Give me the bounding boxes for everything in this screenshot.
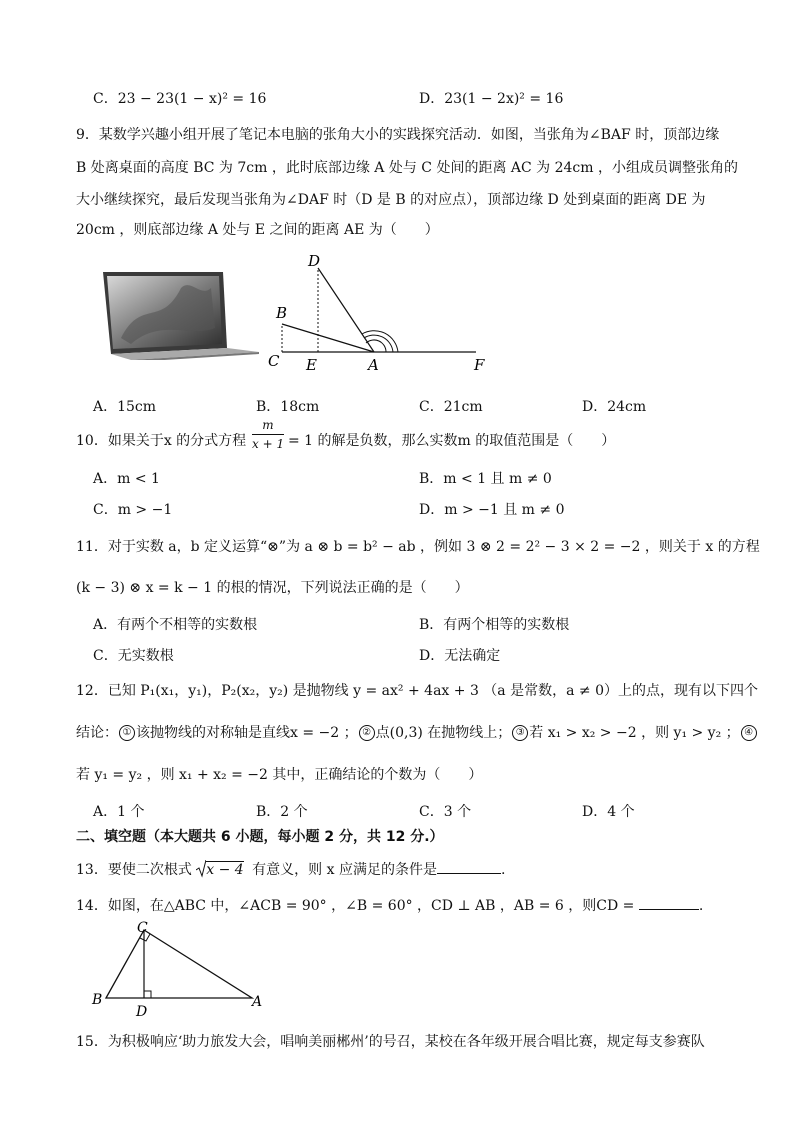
q9-figure: [262, 248, 502, 378]
q14-figure: [88, 920, 278, 1020]
q14-label-d: D: [136, 1004, 148, 1020]
q9-label-a: A: [368, 356, 379, 374]
q13-line: [76, 859, 505, 879]
q11-option-c: C．无实数根: [93, 648, 174, 664]
q11-option-d: D．无法确定: [419, 648, 501, 664]
q12-circle-1: ①: [119, 725, 135, 741]
q12-circle-4: ④: [741, 725, 757, 741]
q9-label-e: E: [306, 356, 317, 374]
q14-answer-blank[interactable]: [639, 895, 699, 910]
q12-conclusion-3: 若 x₁ > x₂ > −2 ，则 y₁ > y₂ ；: [529, 725, 740, 741]
q15-line-1: 15．为积极响应‘助力旅发大会，唱响美丽郴州’的号召，某校在各年级开展合唱比赛，规定每支参赛队: [76, 1034, 705, 1050]
q10-frac-denominator: x + 1: [252, 437, 285, 451]
q13-radical: [196, 862, 243, 878]
q10-option-a: A．m < 1: [93, 471, 160, 487]
q13-answer-blank[interactable]: [437, 859, 501, 874]
q11-option-b: B．有两个相等的实数根: [419, 617, 570, 633]
q9-label-c: C: [268, 352, 280, 370]
q9-line-1: 9．某数学兴趣小组开展了笔记本电脑的张角大小的实践探究活动．如图，当张角为∠BAF 时，顶部边缘: [76, 127, 720, 143]
q9-line-3: 大小继续探究，最后发现当张角为∠DAF 时（D 是 B 的对应点），顶部边缘 D 处到桌面的距离 DE 为: [76, 192, 706, 208]
sqrt-icon: [196, 860, 206, 878]
q12-option-c: C．3 个: [419, 804, 472, 820]
q12-option-b: B．2 个: [256, 804, 308, 820]
q8-option-d: D．23(1 − 2x)² = 16: [419, 91, 564, 107]
q14-text: 14．如图，在△ABC 中，∠ACB = 90° ，∠B = 60° ，CD ⊥ AB ，AB = 6 ，则CD =: [76, 898, 635, 914]
q12-option-a: A．1 个: [93, 804, 145, 820]
q13-end: .: [500, 862, 506, 878]
q14-label-b: B: [92, 992, 103, 1008]
q10-frac-numerator: m: [262, 418, 274, 432]
q9-label-d: D: [308, 252, 321, 270]
q14-label-c: C: [137, 920, 148, 936]
q9-option-a: A．15cm: [93, 399, 157, 415]
q14-label-a: A: [252, 994, 263, 1010]
q9-label-f: F: [474, 356, 485, 374]
q9-option-d: D．24cm: [582, 399, 647, 415]
q9-option-b: B．18cm: [256, 399, 320, 415]
q10-suffix: = 1 的解是负数，那么实数m 的取值范围是（ ）: [288, 433, 616, 449]
q12-conclusion-1: 该抛物线的对称轴是直线x = −2 ；: [136, 725, 358, 741]
q12-circle-3: ③: [512, 725, 528, 741]
q12-line-1: 12．已知 P₁(x₁，y₁)，P₂(x₂，y₂) 是抛物线 y = ax² + 4ax + 3 （a 是常数，a ≠ 0）上的点，现有以下四个: [76, 683, 758, 699]
q10-option-d: D．m > −1 且 m ≠ 0: [419, 502, 565, 518]
q12-conclusion-2: 点(0,3) 在抛物线上；: [375, 725, 512, 741]
q10-option-c: C．m > −1: [93, 502, 173, 518]
laptop-image: [101, 268, 261, 364]
section-2-title: 二、填空题（本大题共 6 小题，每小题 2 分，共 12 分.）: [76, 829, 444, 845]
q14-end: .: [698, 898, 704, 914]
q11-line-1: 11．对于实数 a，b 定义运算“⊗”为 a ⊗ b = b² − ab ，例如 3 ⊗ 2 = 2² − 3 × 2 = −2 ，则关于 x 的方程: [76, 539, 760, 555]
q13-suffix: 有意义，则 x 应满足的条件是: [252, 862, 437, 878]
q13-prefix: 13．要使二次根式: [76, 862, 192, 878]
q10-option-b: B．m < 1 且 m ≠ 0: [419, 471, 552, 487]
q9-label-b: B: [276, 304, 288, 322]
q12-option-d: D．4 个: [582, 804, 635, 820]
q12-line-3: 若 y₁ = y₂ ，则 x₁ + x₂ = −2 其中，正确结论的个数为（ ）: [76, 767, 483, 783]
q12-line-2: [76, 722, 758, 742]
q9-line-4: 20cm ，则底部边缘 A 处与 E 之间的距离 AE 为（ ）: [76, 222, 439, 238]
q11-option-a: A．有两个不相等的实数根: [93, 617, 258, 633]
q10-prefix: 10．如果关于x 的分式方程: [76, 433, 247, 449]
q12-conclusion-label: 结论：: [76, 725, 118, 741]
q14-line: [76, 895, 703, 915]
q12-circle-2: ②: [359, 725, 375, 741]
q13-radicand: x − 4: [206, 862, 244, 878]
q9-line-2: B 处离桌面的高度 BC 为 7cm ，此时底部边缘 A 处与 C 处间的距离 AC 为 24cm ，小组成员调整张角的: [76, 160, 738, 176]
q10-frac-bar: [252, 434, 284, 435]
q11-line-2: (k − 3) ⊗ x = k − 1 的根的情况，下列说法正确的是（ ）: [76, 580, 469, 596]
q9-option-c: C．21cm: [419, 399, 483, 415]
q8-option-c: C．23 − 23(1 − x)² = 16: [93, 91, 267, 107]
